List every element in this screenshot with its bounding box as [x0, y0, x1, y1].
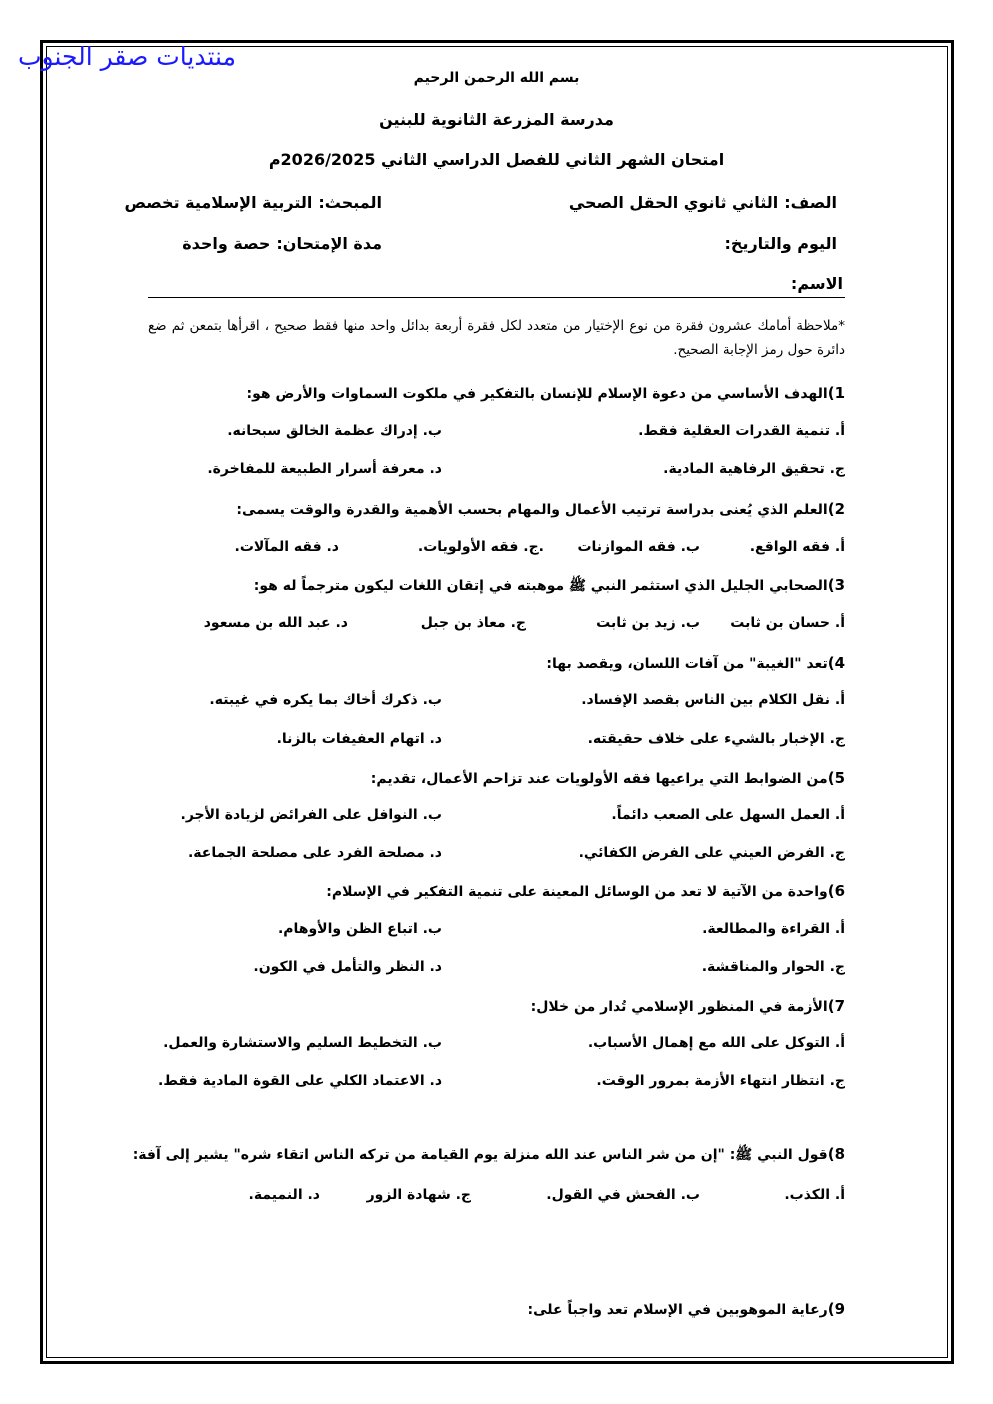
q2-option-c[interactable]: .ج. فقه الأولويات.	[417, 539, 544, 555]
q8-option-b[interactable]: ب. الفحش في القول.	[546, 1187, 700, 1203]
q4-option-d[interactable]: د. اتهام العفيفات بالزنا.	[276, 731, 442, 747]
q4-option-b[interactable]: ب. ذكرك أخاك بما يكره في غيبته.	[209, 692, 442, 708]
question-8: 8)قول النبي ﷺ: "إن من شر الناس عند الله منزلة يوم القيامة من تركه الناس اتقاء شره" يشير إلى آفة:	[132, 1145, 845, 1163]
q5-option-d[interactable]: د. مصلحة الفرد على مصلحة الجماعة.	[187, 845, 442, 861]
q4-option-a[interactable]: أ. نقل الكلام بين الناس بقصد الإفساد.	[581, 692, 845, 708]
grade-value: الثاني ثانوي الحقل الصحي	[568, 193, 779, 212]
name-label: الاسم:	[790, 274, 843, 293]
date-field	[725, 234, 837, 253]
date-label: اليوم والتاريخ:	[724, 234, 837, 253]
question-9: 9)رعاية الموهوبين في الإسلام تعد واجباً على:	[527, 1300, 845, 1318]
q2-option-d[interactable]: د. فقه المآلات.	[234, 539, 339, 555]
question-4: 4)تعد "الغيبة" من آفات اللسان، ويقصد بها:	[546, 654, 845, 672]
q1-option-d[interactable]: د. معرفة أسرار الطبيعة للمفاخرة.	[207, 461, 442, 477]
name-field	[791, 274, 843, 293]
basmala: بسم الله الرحمن الرحيم	[413, 70, 580, 86]
duration-field	[182, 234, 382, 253]
q6-option-d[interactable]: د. النظر والتأمل في الكون.	[253, 959, 442, 975]
watermark: منتديات صقر الجنوب	[18, 42, 236, 71]
q1-option-c[interactable]: ج. تحقيق الرفاهية المادية.	[663, 461, 845, 477]
question-6: 6)واحدة من الآتية لا تعد من الوسائل المعينة على تنمية التفكير في الإسلام:	[326, 882, 845, 900]
duration-value: حصة واحدة	[182, 234, 271, 253]
question-1: 1)الهدف الأساسي من دعوة الإسلام للإنسان بالتفكير في ملكوت السماوات والأرض هو:	[246, 384, 845, 402]
q7-option-b[interactable]: ب. التخطيط السليم والاستشارة والعمل.	[163, 1035, 442, 1051]
question-5: 5)من الضوابط التي يراعيها فقه الأولويات عند تزاحم الأعمال، تقديم:	[370, 769, 845, 787]
subject-field	[124, 193, 382, 212]
q7-option-c[interactable]: ج. انتظار انتهاء الأزمة بمرور الوقت.	[596, 1073, 845, 1089]
instructions-note: *ملاحظة أمامك عشرون فقرة من نوع الإختيار من متعدد لكل فقرة أربعة بدائل واحد منها فقط صحيح ، اقرأها بتمعن ثم ضع دائرة حول رمز الإجابة الصحيح.	[148, 318, 845, 358]
q5-option-a[interactable]: أ. العمل السهل على الصعب دائماً.	[611, 807, 845, 823]
q3-option-a[interactable]: أ. حسان بن ثابت	[730, 615, 845, 631]
header-divider	[148, 297, 845, 298]
question-3: 3)الصحابي الجليل الذي استثمر النبي ﷺ موهبته في إتقان اللغات ليكون مترجماً له هو:	[253, 576, 845, 594]
q6-option-c[interactable]: ج. الحوار والمناقشة.	[701, 959, 845, 975]
q6-option-b[interactable]: ب. اتباع الظن والأوهام.	[277, 921, 442, 937]
q8-option-d[interactable]: د. النميمة.	[248, 1187, 320, 1203]
grade-field	[569, 193, 837, 212]
q4-option-c[interactable]: ج. الإخبار بالشيء على خلاف حقيقته.	[587, 731, 845, 747]
q8-option-a[interactable]: أ. الكذب.	[784, 1187, 845, 1203]
q2-option-a[interactable]: أ. فقه الواقع.	[749, 539, 845, 555]
subject-value: التربية الإسلامية تخصص	[124, 193, 313, 212]
school-name: مدرسة المزرعة الثانوية للبنين	[379, 110, 614, 129]
grade-label: الصف:	[784, 193, 837, 212]
q3-option-d[interactable]: د. عبد الله بن مسعود	[203, 615, 348, 631]
q5-option-c[interactable]: ج. الفرض العيني على الفرض الكفائي.	[578, 845, 845, 861]
q1-option-b[interactable]: ب. إدراك عظمة الخالق سبحانه.	[227, 423, 442, 439]
q7-option-a[interactable]: أ. التوكل على الله مع إهمال الأسباب.	[587, 1035, 845, 1051]
question-2: 2)العلم الذي يُعنى بدراسة ترتيب الأعمال والمهام بحسب الأهمية والقدرة والوقت يسمى:	[236, 500, 845, 518]
q1-option-a[interactable]: أ. تنمية القدرات العقلية فقط.	[638, 423, 845, 439]
exam-title: امتحان الشهر الثاني للفصل الدراسي الثاني 2026/2025م	[268, 150, 725, 169]
q5-option-b[interactable]: ب. النوافل على الفرائض لزيادة الأجر.	[180, 807, 442, 823]
duration-label: مدة الإمتحان:	[276, 234, 382, 253]
question-7: 7)الأزمة في المنظور الإسلامي تُدار من خلال:	[530, 997, 845, 1015]
q7-option-d[interactable]: د. الاعتماد الكلي على القوة المادية فقط.	[158, 1073, 442, 1089]
q3-option-b[interactable]: ب. زيد بن ثابت	[596, 615, 700, 631]
q2-option-b[interactable]: ب. فقه الموازنات	[577, 539, 700, 555]
q8-option-c[interactable]: ج. شهادة الزور	[366, 1187, 471, 1203]
subject-label: المبحث:	[318, 193, 382, 212]
q3-option-c[interactable]: ج. معاذ بن جبل	[420, 615, 526, 631]
q6-option-a[interactable]: أ. القراءة والمطالعة.	[702, 921, 845, 937]
